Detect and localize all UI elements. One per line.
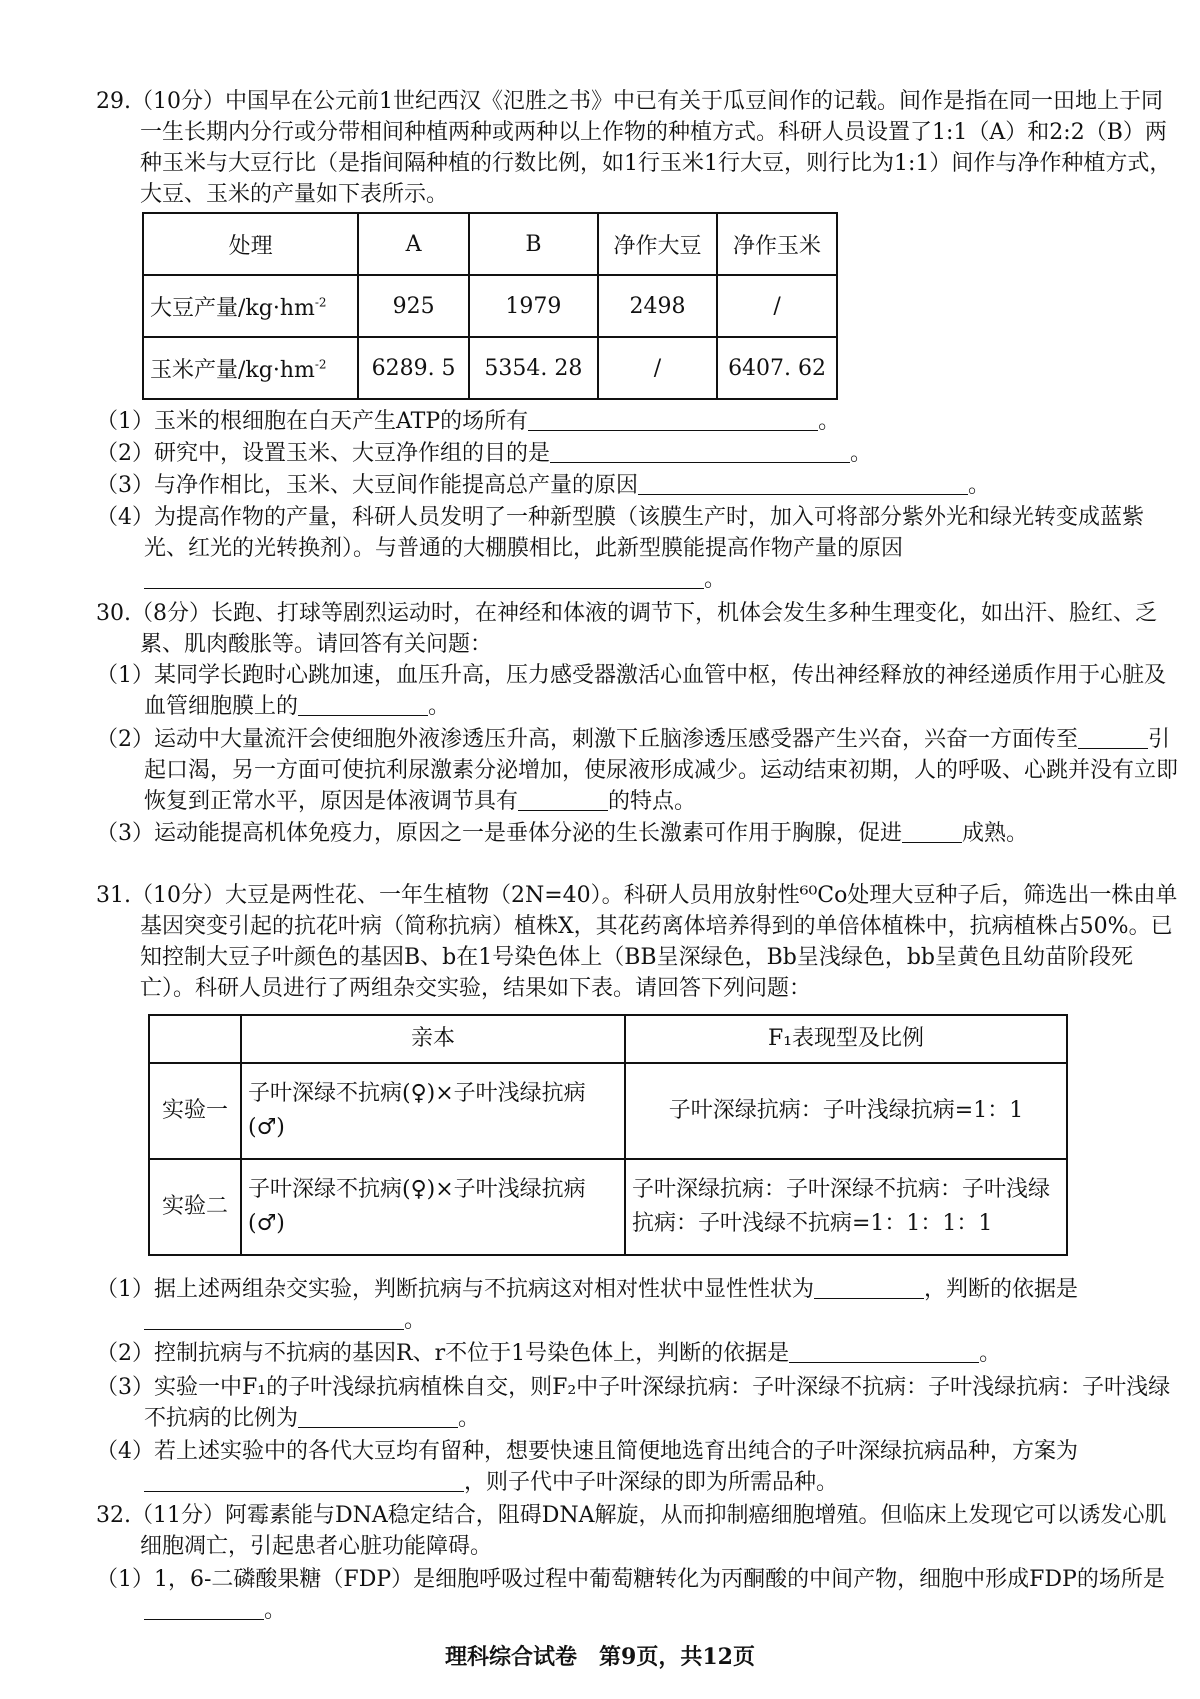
- answer-blank[interactable]: [298, 1405, 458, 1428]
- q29-sub-4: （4）为提高作物的产量，科研人员发明了一种新型膜（该膜生产时，加入可将部分紫外光和绿光转变成蓝紫光、红光的光转换剂）。与普通的大棚膜相比，此新型膜能提高作物产量的原因。: [96, 505, 1145, 592]
- q30-sub-1: （1）某同学长跑时心跳加速，血压升高，压力感受器激活心血管中枢，传出神经释放的神经递质作用于心脏及血管细胞膜上的 。: [96, 663, 1167, 719]
- table-cell: 5354. 28: [469, 337, 598, 399]
- table-cell: 925: [358, 275, 469, 337]
- q30-sub-3: （3）运动能提高机体免疫力，原因之一是垂体分泌的生长激素可作用于胸腺，促进 成熟。: [96, 821, 1029, 846]
- table-header-row: [143, 213, 837, 275]
- q30-sub-2: （2）运动中大量流汗会使细胞外液渗透压升高，刺激下丘脑渗透压感受器产生兴奋，兴奋一方面传至 引起口渴，另一方面可使抗利尿激素分泌增加，使尿液形成减少。运动结束初期，人的呼吸、心跳并没有立即恢复到正常水平，原因是体液调节具有 的特点。: [96, 727, 1179, 814]
- table-cell: 6289. 5: [358, 337, 469, 399]
- q29-sub-1: （1）玉米的根细胞在白天产生ATP的场所有 。: [96, 409, 841, 434]
- answer-blank[interactable]: [528, 408, 818, 431]
- q29-sub-2: （2）研究中，设置玉米、大豆净作组的目的是 。: [96, 441, 873, 466]
- header-cell: 净作玉米: [717, 213, 837, 275]
- q32-stem: 32.（11分）阿霉素能与DNA稳定结合，阻碍DNA解旋，从而抑制癌细胞增殖。但临床上发现它可以诱发心肌细胞凋亡，引起患者心脏功能障碍。: [96, 1503, 1167, 1559]
- table-cell: 6407. 62: [717, 337, 837, 399]
- table-cell: /: [598, 337, 717, 399]
- q32-sub-1: （1）1，6-二磷酸果糖（FDP）是细胞呼吸过程中葡萄糖转化为丙酮酸的中间产物，细胞中形成FDP的场所是。: [96, 1567, 1165, 1623]
- q29-stem: [96, 86, 1180, 210]
- table-cell: /: [717, 275, 837, 337]
- header-cell: B: [469, 213, 598, 275]
- answer-blank[interactable]: [1078, 726, 1148, 749]
- row-label: 实验一: [149, 1063, 241, 1159]
- q29-text: 29.（10分）中国早在公元前1世纪西汉《氾胜之书》中已有关于瓜豆间作的记载。间作是指在同一田地上于同一生长期内分行或分带相间种植两种或两种以上作物的种植方式。科研人员设置了1:1（A）和2:2（B）两种玉米与大豆行比（是指间隔种植的行数比例，如1行玉米1行大豆，则行比为1:1）间作与净作种植方式，大豆、玉米的产量如下表所示。: [96, 89, 1172, 207]
- header-cell: F₁表现型及比例: [625, 1015, 1067, 1063]
- table-row: [143, 337, 837, 399]
- header-cell: A: [358, 213, 469, 275]
- answer-blank[interactable]: [144, 1307, 404, 1330]
- answer-blank[interactable]: [814, 1276, 924, 1299]
- q31-sub-2: （2）控制抗病与不抗病的基因R、r不位于1号染色体上，判断的依据是 。: [96, 1341, 1002, 1366]
- table-cell: 1979: [469, 275, 598, 337]
- q31-sub-3: （3）实验一中F₁的子叶浅绿抗病植株自交，则F₂中子叶深绿抗病：子叶深绿不抗病：子叶浅绿抗病：子叶浅绿不抗病的比例为 。: [96, 1375, 1171, 1431]
- header-cell: 处理: [143, 213, 358, 275]
- page-footer: 理科综合试卷 第9页，共12页: [445, 1644, 755, 1670]
- q29-sub-3: （3）与净作相比，玉米、大豆间作能提高总产量的原因 。: [96, 473, 991, 498]
- answer-blank[interactable]: [550, 440, 850, 463]
- table-cell: 子叶深绿不抗病(♀)×子叶浅绿抗病(♂): [241, 1063, 625, 1159]
- q31-cross-table: [148, 1014, 1068, 1256]
- q31-sub-4: （4）若上述实验中的各代大豆均有留种，想要快速且简便地选育出纯合的子叶深绿抗病品种，方案为，则子代中子叶深绿的即为所需品种。: [96, 1439, 1079, 1495]
- table-cell: 子叶深绿抗病：子叶深绿不抗病：子叶浅绿抗病：子叶浅绿不抗病=1：1：1：1: [625, 1159, 1067, 1255]
- answer-blank[interactable]: [902, 820, 962, 843]
- header-cell: 亲本: [241, 1015, 625, 1063]
- q30-stem: 30.（8分）长跑、打球等剧烈运动时，在神经和体液的调节下，机体会发生多种生理变化，如出汗、脸红、乏累、肌肉酸胀等。请回答有关问题：: [96, 601, 1157, 657]
- answer-blank[interactable]: [298, 693, 428, 716]
- row-label: 实验二: [149, 1159, 241, 1255]
- table-cell: 2498: [598, 275, 717, 337]
- table-cell: 子叶深绿抗病：子叶浅绿抗病=1：1: [625, 1063, 1067, 1159]
- table-header-row: [149, 1015, 1067, 1063]
- answer-blank[interactable]: [789, 1340, 979, 1363]
- table-row: [149, 1063, 1067, 1159]
- table-row: [143, 275, 837, 337]
- answer-blank[interactable]: [144, 1597, 264, 1620]
- q29-yield-table: [142, 212, 838, 400]
- answer-blank[interactable]: [144, 1469, 464, 1492]
- q31-stem: 31.（10分）大豆是两性花、一年生植物（2N=40）。科研人员用放射性⁶⁰Co处理大豆种子后，筛选出一株由单基因突变引起的抗花叶病（简称抗病）植株X，其花药离体培养得到的单倍体植株中，抗病植株占50%。已知控制大豆子叶颜色的基因B、b在1号染色体上（BB呈深绿色，Bb呈浅绿色，bb呈黄色且幼苗阶段死亡）。科研人员进行了两组杂交实验，结果如下表。请回答下列问题：: [96, 883, 1178, 1001]
- header-cell: 净作大豆: [598, 213, 717, 275]
- answer-blank[interactable]: [518, 788, 608, 811]
- row-label: 大豆产量$/kg\cdot hm^{-2}$: [143, 275, 358, 337]
- table-cell: 子叶深绿不抗病(♀)×子叶浅绿抗病(♂): [241, 1159, 625, 1255]
- table-row: [149, 1159, 1067, 1255]
- answer-blank[interactable]: [144, 566, 704, 589]
- row-label: 玉米产量$/kg\cdot hm^{-2}$: [143, 337, 358, 399]
- header-cell: [149, 1015, 241, 1063]
- q31-sub-1: （1）据上述两组杂交实验，判断抗病与不抗病这对相对性状中显性性状为 ，判断的依据是。: [96, 1277, 1079, 1333]
- answer-blank[interactable]: [638, 472, 968, 495]
